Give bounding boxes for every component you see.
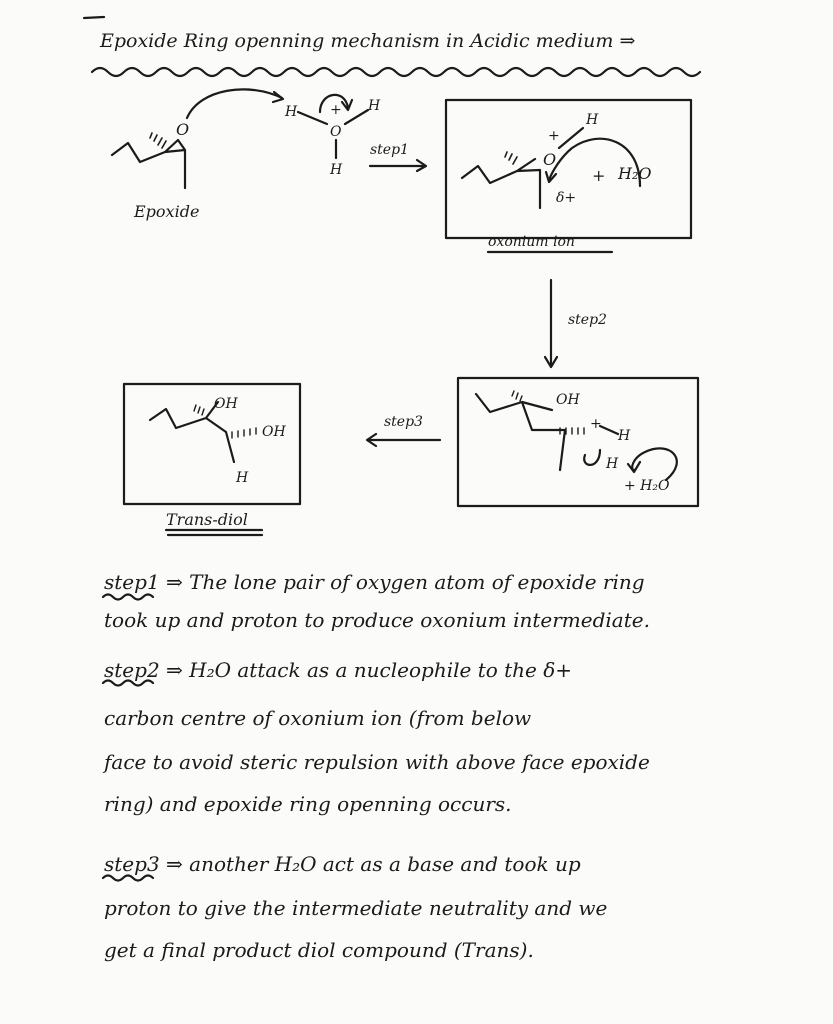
intermediate-h2: H xyxy=(606,456,619,472)
diol-box xyxy=(124,384,300,504)
oxonium-plus: + xyxy=(592,166,606,185)
diol-hash xyxy=(194,405,204,415)
step3-line-2: proton to give the intermediate neutrality and we xyxy=(104,896,608,920)
page-title xyxy=(100,30,635,52)
epoxide-bonds xyxy=(112,140,185,188)
title-wavy-underline xyxy=(92,68,700,76)
title-arrow: ⇒ xyxy=(619,30,636,52)
step1-text-1: The lone pair of oxygen atom of epoxide ring xyxy=(189,570,645,594)
step3-arrow xyxy=(367,434,440,446)
step3-line-1 xyxy=(104,854,581,874)
step2-arrow xyxy=(545,280,557,367)
oxonium-hash-wedge xyxy=(505,152,517,164)
epoxide-oxygen: O xyxy=(176,120,190,139)
epoxide-label: Epoxide xyxy=(134,202,200,221)
oxonium-oxygen: O xyxy=(543,150,557,169)
step2-line-3: face to avoid steric repulsion with above face epoxide xyxy=(104,750,650,774)
intermediate-oh: OH xyxy=(556,392,580,408)
oxonium-partial-charge: δ+ xyxy=(556,190,577,206)
step1-label: step1 xyxy=(370,142,409,158)
diol-oh-top: OH xyxy=(214,396,238,412)
step2-arrow-text: ⇒ xyxy=(166,658,183,682)
step3-arrow-text: ⇒ xyxy=(166,852,183,876)
step1-arrow xyxy=(370,160,426,171)
curved-arrow-1 xyxy=(187,89,282,118)
oxonium-water: H₂O xyxy=(618,164,652,183)
step3-text-1: another H₂O act as a base and took up xyxy=(189,852,581,876)
hydronium-h1: H xyxy=(285,104,298,120)
intermediate-charge: + xyxy=(590,416,602,432)
step2-line-4: ring) and epoxide ring openning occurs. xyxy=(104,792,512,816)
hydronium-charge: + xyxy=(330,102,342,118)
hydronium-h3: H xyxy=(330,162,343,178)
step3-label: step3 xyxy=(384,414,423,430)
step1-line-1 xyxy=(104,572,645,592)
intermediate-hash xyxy=(512,391,522,401)
oxonium-box xyxy=(446,100,691,238)
oxonium-ion-label: oxonium ion xyxy=(488,234,575,250)
diol-oh-right: OH xyxy=(262,424,286,440)
step1-underline xyxy=(103,595,153,600)
hydronium-oxygen: O xyxy=(330,124,342,140)
intermediate-bonds xyxy=(476,394,618,470)
oxonium-charge: + xyxy=(548,128,560,144)
step1-heading: step1 xyxy=(104,570,160,594)
step2-label: step2 xyxy=(568,312,607,328)
diol-underline xyxy=(166,530,262,535)
step2-line-2: carbon centre of oxonium ion (from below xyxy=(104,706,532,730)
diol-hash-2 xyxy=(232,428,256,438)
intermediate-water: + H₂O xyxy=(624,478,670,494)
step2-text-1: H₂O attack as a nucleophile to the δ+ xyxy=(189,658,573,682)
epoxide-hash-wedge xyxy=(150,133,166,148)
oxonium-h: H xyxy=(586,112,599,128)
title-text: Epoxide Ring openning mechanism in Acidic medium xyxy=(100,30,614,52)
step1-arrow-text: ⇒ xyxy=(166,570,183,594)
step3-underline xyxy=(103,876,153,881)
margin-dash xyxy=(84,17,104,18)
step3-line-3: get a final product diol compound (Trans). xyxy=(104,938,534,962)
hydronium-h2: H xyxy=(368,98,381,114)
trans-diol-label: Trans-diol xyxy=(166,510,248,529)
step2-heading: step2 xyxy=(104,658,160,682)
diol-h: H xyxy=(236,470,249,486)
step2-line-1 xyxy=(104,660,572,680)
step3-heading: step3 xyxy=(104,852,160,876)
intermediate-h: H xyxy=(618,428,631,444)
step1-line-2: took up and proton to produce oxonium intermediate. xyxy=(104,608,650,632)
curved-arrow-3 xyxy=(584,450,600,465)
